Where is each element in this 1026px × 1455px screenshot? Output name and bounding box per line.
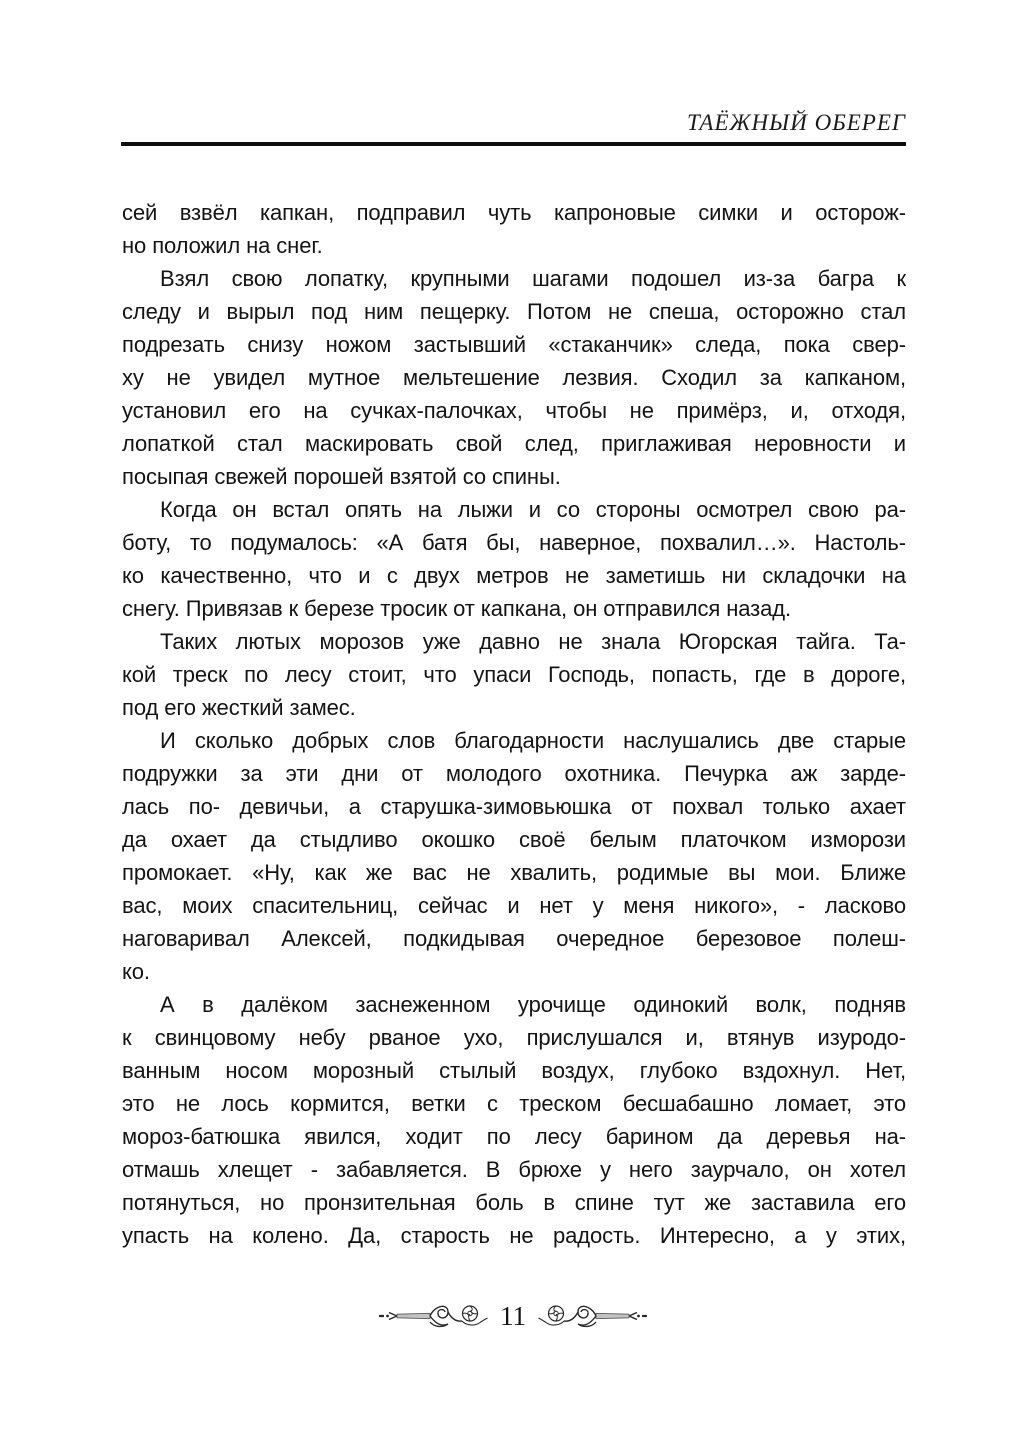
text-line: установил его на сучках-палочках, чтобы не примёрз, и, отходя,: [122, 398, 906, 423]
text-line: ху не увидел мутное мельтешение лезвия. Сходил за капканом,: [122, 365, 906, 390]
text-line: Таких лютых морозов уже давно не знала Югорская тайга. Та-: [160, 629, 906, 654]
floral-flourish-left-icon: [378, 1300, 488, 1332]
text-line: посыпая свежей порошей взятой со спины.: [122, 464, 561, 489]
text-line: снегу. Привязав к березе тросик от капкана, он отправился назад.: [122, 596, 792, 621]
paragraph: [122, 724, 906, 988]
text-line: кой треск по лесу стоит, что упаси Господь, попасть, где в дороге,: [122, 662, 906, 687]
text-line: ко качественно, что и с двух метров не заметишь ни складочки на: [122, 563, 906, 588]
text-line: да охает да стыдливо окошко своё белым платочком изморози: [122, 827, 906, 852]
text-line: но положил на снег.: [122, 233, 323, 258]
text-line: И сколько добрых слов благодарности наслушались две старые: [160, 728, 906, 753]
text-line: это не лось кормится, ветки с треском бесшабашно ломает, это: [122, 1091, 906, 1116]
text-line: отмашь хлещет - забавляется. В брюхе у него заурчало, он хотел: [122, 1157, 906, 1182]
paragraph: [122, 988, 906, 1252]
text-line: ко.: [122, 959, 150, 984]
text-line: потянуться, но пронзительная боль в спине тут же заставила его: [122, 1190, 906, 1215]
text-line: лопаткой стал маскировать свой след, приглаживая неровности и: [122, 431, 906, 456]
paragraph: [122, 625, 906, 724]
text-line: сей взвёл капкан, подправил чуть капроновые симки и осторож-: [122, 200, 906, 225]
text-line: ванным носом морозный стылый воздух, глубоко вздохнул. Нет,: [122, 1058, 906, 1083]
paragraph: [122, 493, 906, 625]
text-line: боту, то подумалось: «А батя бы, наверное, похвалил…». Настоль-: [122, 530, 906, 555]
text-line: мороз-батюшка явился, ходит по лесу барином да деревья на-: [122, 1124, 906, 1149]
text-line: подружки за эти дни от молодого охотника. Печурка аж зарде-: [122, 761, 906, 786]
page-body: [122, 196, 906, 1252]
text-line: к свинцовому небу рваное ухо, прислушался и, втянув изуродо-: [122, 1025, 906, 1050]
page-number: 11: [500, 1301, 526, 1331]
header-rule: [121, 142, 906, 146]
page-footer: [0, 1300, 1026, 1332]
text-line: упасть на колено. Да, старость не радость. Интересно, а у этих,: [122, 1223, 906, 1248]
running-header: ТАЁЖНЫЙ ОБЕРЕГ: [687, 110, 906, 135]
text-line: под его жесткий замес.: [122, 695, 356, 720]
text-line: лась по- девичьи, а старушка-зимовьюшка от похвал только ахает: [122, 794, 906, 819]
text-line: вас, моих спасительниц, сейчас и нет у меня никого», - ласково: [122, 893, 906, 918]
text-line: Когда он встал опять на лыжи и со стороны осмотрел свою ра-: [160, 497, 906, 522]
text-line: следу и вырыл под ним пещерку. Потом не спеша, осторожно стал: [122, 299, 906, 324]
text-line: Взял свою лопатку, крупными шагами подошел из-за багра к: [160, 266, 906, 291]
paragraph: [122, 262, 906, 493]
paragraph: [122, 196, 906, 262]
text-line: промокает. «Ну, как же вас не хвалить, родимые вы мои. Ближе: [122, 860, 906, 885]
text-line: А в далёком заснеженном урочище одинокий волк, подняв: [160, 992, 906, 1017]
text-line: подрезать снизу ножом застывший «стаканчик» следа, пока свер-: [122, 332, 906, 357]
floral-flourish-right-icon: [538, 1300, 648, 1332]
text-line: наговаривал Алексей, подкидывая очередное березовое полеш-: [122, 926, 906, 951]
